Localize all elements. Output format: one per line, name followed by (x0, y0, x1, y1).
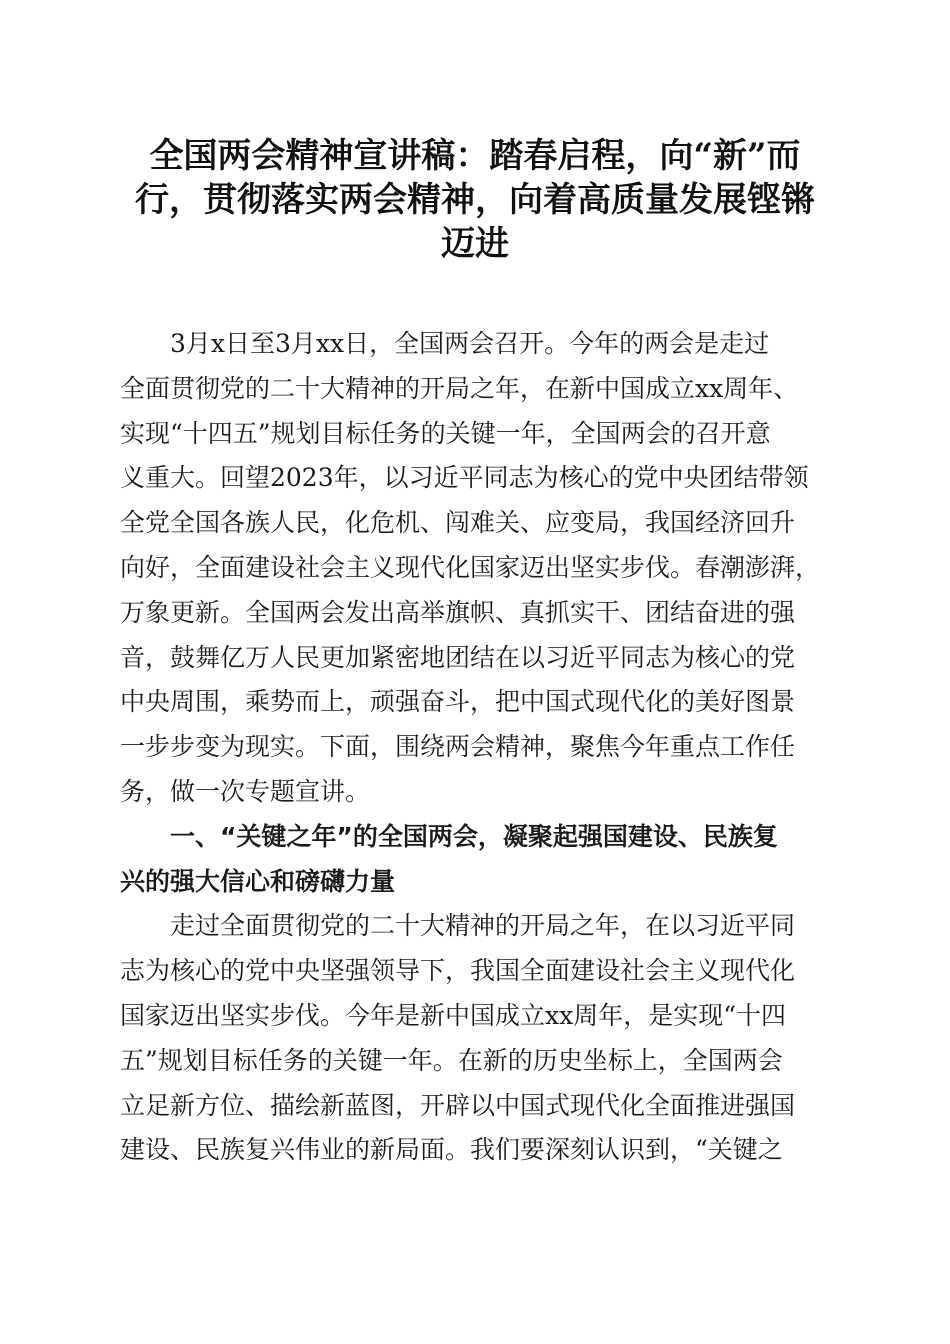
text-line: 全面贯彻党的二十大精神的开局之年，在新中国成立xx周年、 (120, 373, 799, 403)
section-heading-1 (120, 815, 832, 905)
text-line: 全党全国各族人民，化危机、闯难关、应变局，我国经济回升 (120, 508, 796, 538)
document-body (120, 322, 832, 1173)
text-line: 万象更新。全国两会发出高举旗帜、真抓实干、团结奋进的强 (120, 597, 796, 627)
text-line: 五”规划目标任务的关键一年。在新的历史坐标上，全国两会 (120, 1045, 783, 1075)
title-line: 全国两会精神宣讲稿：踏春启程，向“新”而 (149, 136, 801, 176)
paragraph-section-1 (120, 904, 832, 1173)
text-line: 立足新方位、描绘新蓝图，开辟以中国式现代化全面推进强国 (120, 1090, 796, 1120)
text-line: 走过全面贯彻党的二十大精神的开局之年，在以习近平同 (170, 911, 796, 941)
text-line: 务，做一次专题宣讲。 (120, 776, 371, 806)
text-line: 中央周围，乘势而上，顽强奋斗，把中国式现代化的美好图景 (120, 687, 796, 717)
heading-line: 兴的强大信心和磅礴力量 (120, 866, 396, 896)
title-line: 行，贯彻落实两会精神，向着高质量发展铿锵 (135, 180, 815, 220)
paragraph-intro (120, 322, 832, 815)
text-line: 国家迈出坚实步伐。今年是新中国成立xx周年，是实现“十四 (120, 1000, 786, 1030)
text-line: 义重大。回望2023年，以习近平同志为核心的党中央团结带领 (120, 463, 809, 493)
text-line: 实现“十四五”规划目标任务的关键一年，全国两会的召开意 (120, 418, 771, 448)
text-line: 一步步变为现实。下面，围绕两会精神，聚焦今年重点工作任 (120, 732, 796, 762)
text-line: 向好，全面建设社会主义现代化国家迈出坚实步伐。春潮澎湃， (120, 552, 821, 582)
text-line: 志为核心的党中央坚强领导下，我国全面建设社会主义现代化 (120, 956, 796, 986)
document-title (100, 134, 850, 266)
text-line: 3月x日至3月xx日，全国两会召开。今年的两会是走过 (170, 329, 770, 358)
text-line: 建设、民族复兴伟业的新局面。我们要深刻认识到，“关键之 (120, 1135, 783, 1165)
title-line: 迈进 (441, 224, 509, 264)
heading-line: 一、“关键之年”的全国两会，凝聚起强国建设、民族复 (170, 821, 778, 851)
text-line: 音，鼓舞亿万人民更加紧密地团结在以习近平同志为核心的党 (120, 642, 796, 672)
